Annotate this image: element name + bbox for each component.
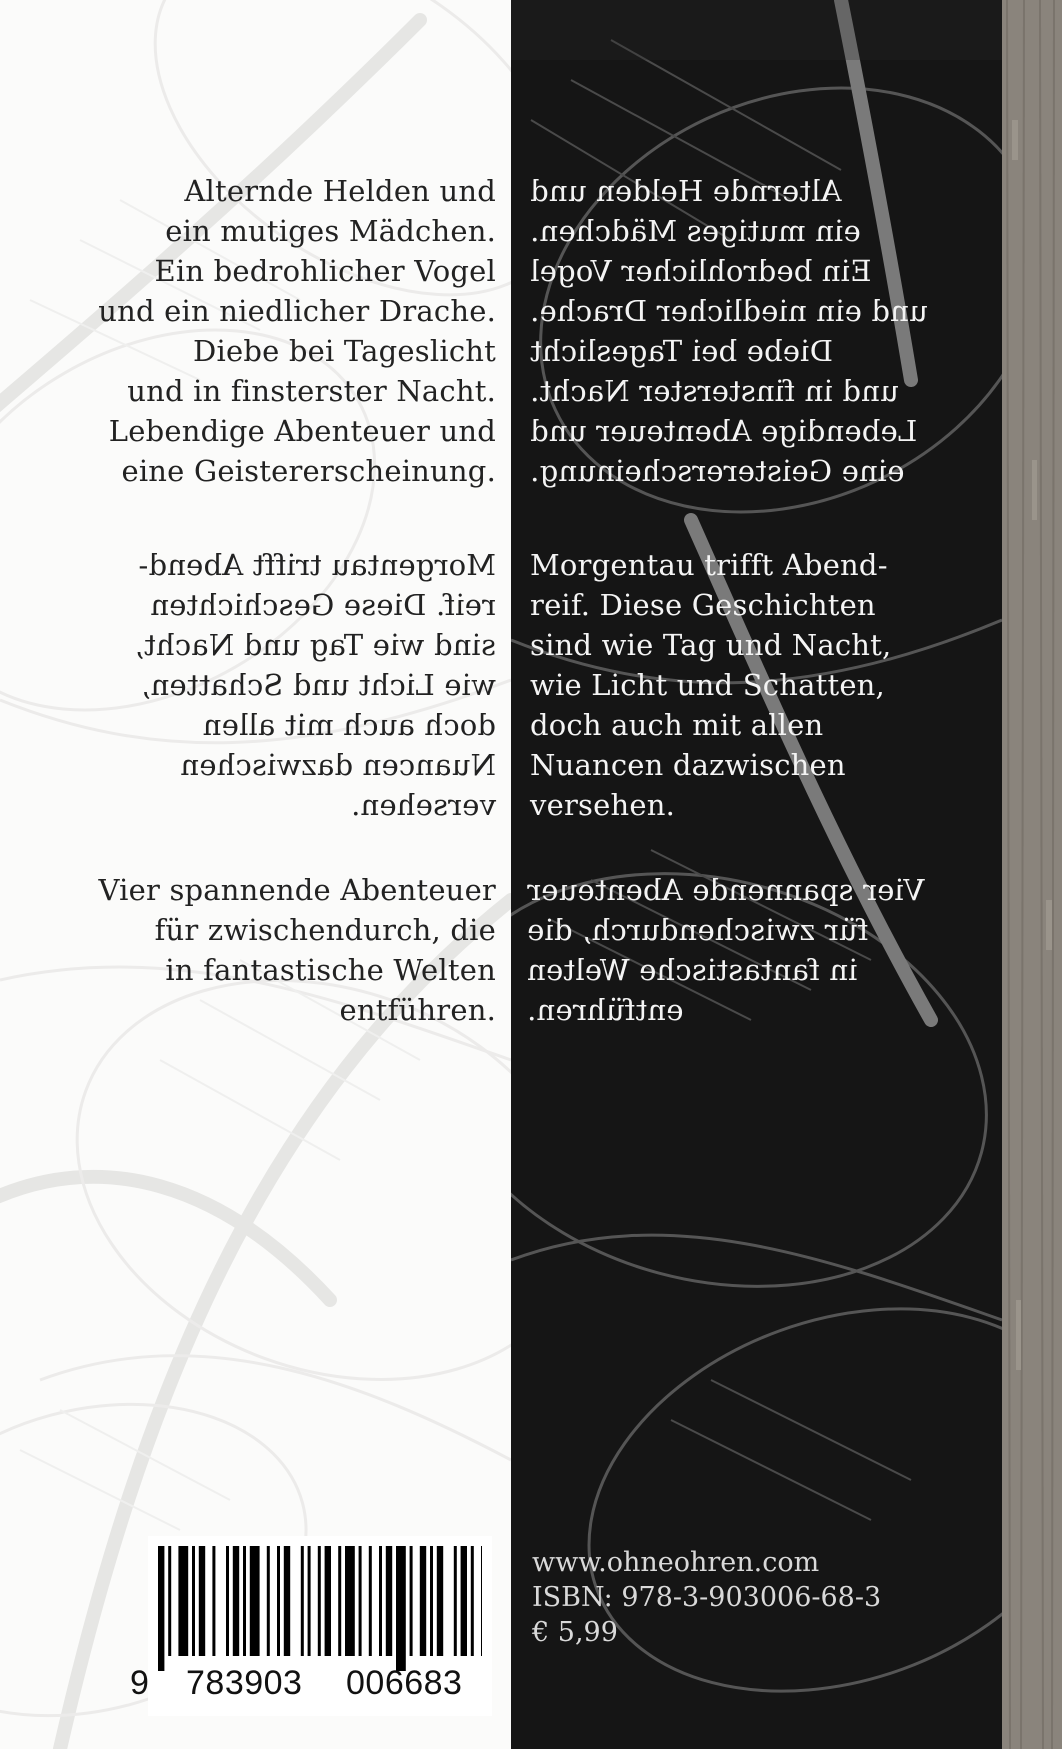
barcode-bars xyxy=(158,1546,482,1671)
barcode-bar xyxy=(267,1546,270,1656)
publisher-info xyxy=(532,1545,881,1650)
text-line: Diebe bei Tageslicht xyxy=(530,334,833,368)
right-blurb-2 xyxy=(530,545,990,825)
text-line: Lebendige Abenteuer und xyxy=(530,414,918,448)
barcode-right-digits: 006683 xyxy=(346,1664,463,1702)
text-line: wie Licht und Schatten, xyxy=(530,668,885,702)
barcode-bar xyxy=(379,1546,382,1656)
text-line: reif. Diese Geschichten xyxy=(530,588,876,622)
barcode-bar xyxy=(178,1546,188,1656)
text-line: und in finsterster Nacht. xyxy=(530,374,899,408)
barcode-bar xyxy=(325,1546,331,1656)
text-line: eine Geistererscheinung. xyxy=(121,454,496,488)
barcode-bar xyxy=(461,1546,467,1656)
barcode-bar xyxy=(277,1546,280,1656)
text-line: ein mutiges Mädchen. xyxy=(530,214,861,248)
barcode-bar xyxy=(437,1546,443,1656)
barcode-bar xyxy=(199,1546,205,1656)
barcode-bar xyxy=(250,1546,260,1656)
barcode-bar xyxy=(301,1546,304,1656)
text-line: Nuancen dazwischen xyxy=(180,748,496,782)
text-line: Vier spannende Abenteuer xyxy=(527,873,925,907)
text-line: in fantastische Welten xyxy=(165,953,496,987)
barcode-bar xyxy=(396,1546,406,1671)
left-blurb-3 xyxy=(30,870,496,1030)
text-line: eine Geistererscheinung. xyxy=(530,454,905,488)
barcode-bar xyxy=(212,1546,215,1656)
barcode-bar xyxy=(410,1546,413,1656)
text-line: doch auch mit allen xyxy=(530,708,824,742)
text-line: und ein niedlicher Drache. xyxy=(530,294,928,328)
text-line: und in finsterster Nacht. xyxy=(127,374,496,408)
text-line: für zwischendurch, die xyxy=(527,913,869,947)
text-line: für zwischendurch, die xyxy=(154,913,496,947)
barcode-first-digit: 9 xyxy=(130,1664,150,1702)
barcode-bar xyxy=(168,1546,171,1656)
barcode-bar xyxy=(158,1546,164,1671)
publisher-website: www.ohneohren.com xyxy=(532,1547,820,1578)
barcode-bar xyxy=(369,1546,372,1656)
left-blurb-2-mirrored xyxy=(30,545,496,825)
text-line: und ein niedlicher Drache. xyxy=(98,294,496,328)
text-line: entführen. xyxy=(527,993,684,1027)
barcode-bar xyxy=(308,1546,311,1656)
text-line: Ein bedrohlicher Vogel xyxy=(530,254,872,288)
text-line: sind wie Tag und Nacht, xyxy=(134,628,496,662)
barcode-bar xyxy=(430,1546,433,1656)
text-line: versehen. xyxy=(530,788,675,822)
spine-strip xyxy=(1002,0,1062,1749)
text-line: doch auch mit allen xyxy=(202,708,496,742)
barcode-bar xyxy=(243,1546,246,1656)
text-line: Alternde Helden und xyxy=(530,174,842,208)
right-blurb-3-mirrored xyxy=(527,870,987,1030)
right-blurb-1-mirrored xyxy=(530,171,990,491)
isbn-number: ISBN: 978-3-903006-68-3 xyxy=(532,1582,882,1613)
barcode-bar xyxy=(192,1546,195,1656)
text-line: reif. Diese Geschichten xyxy=(150,588,496,622)
barcode-bar xyxy=(284,1546,290,1656)
left-blurb-1 xyxy=(30,171,496,491)
price: € 5,99 xyxy=(532,1617,618,1648)
text-line: versehen. xyxy=(351,788,496,822)
barcode-left-digits: 783903 xyxy=(186,1664,303,1702)
text-line: entführen. xyxy=(339,993,496,1027)
text-line: wie Licht und Schatten, xyxy=(141,668,496,702)
text-line: Nuancen dazwischen xyxy=(530,748,846,782)
barcode-bar xyxy=(454,1546,457,1656)
text-line: Morgentau trifft Abend- xyxy=(138,548,496,582)
text-line: ein mutiges Mädchen. xyxy=(165,214,496,248)
barcode-bar xyxy=(318,1546,321,1656)
text-line: Alternde Helden und xyxy=(184,174,496,208)
barcode-bar xyxy=(359,1546,362,1656)
barcode-bar xyxy=(386,1546,392,1656)
barcode-bar xyxy=(481,1546,482,1656)
text-line: Diebe bei Tageslicht xyxy=(193,334,496,368)
text-line: Ein bedrohlicher Vogel xyxy=(154,254,496,288)
barcode-bar xyxy=(338,1546,341,1656)
barcode-bar xyxy=(471,1546,474,1656)
barcode-bar xyxy=(345,1546,355,1656)
text-line: in fantastische Welten xyxy=(527,953,858,987)
text-line: Morgentau trifft Abend- xyxy=(530,548,888,582)
barcode-bar xyxy=(420,1546,426,1656)
barcode-bar xyxy=(233,1546,239,1656)
text-line: Lebendige Abenteuer und xyxy=(108,414,496,448)
spine-texture xyxy=(1002,0,1062,1749)
barcode-bar xyxy=(226,1546,229,1656)
text-line: Vier spannende Abenteuer xyxy=(98,873,496,907)
text-line: sind wie Tag und Nacht, xyxy=(530,628,892,662)
